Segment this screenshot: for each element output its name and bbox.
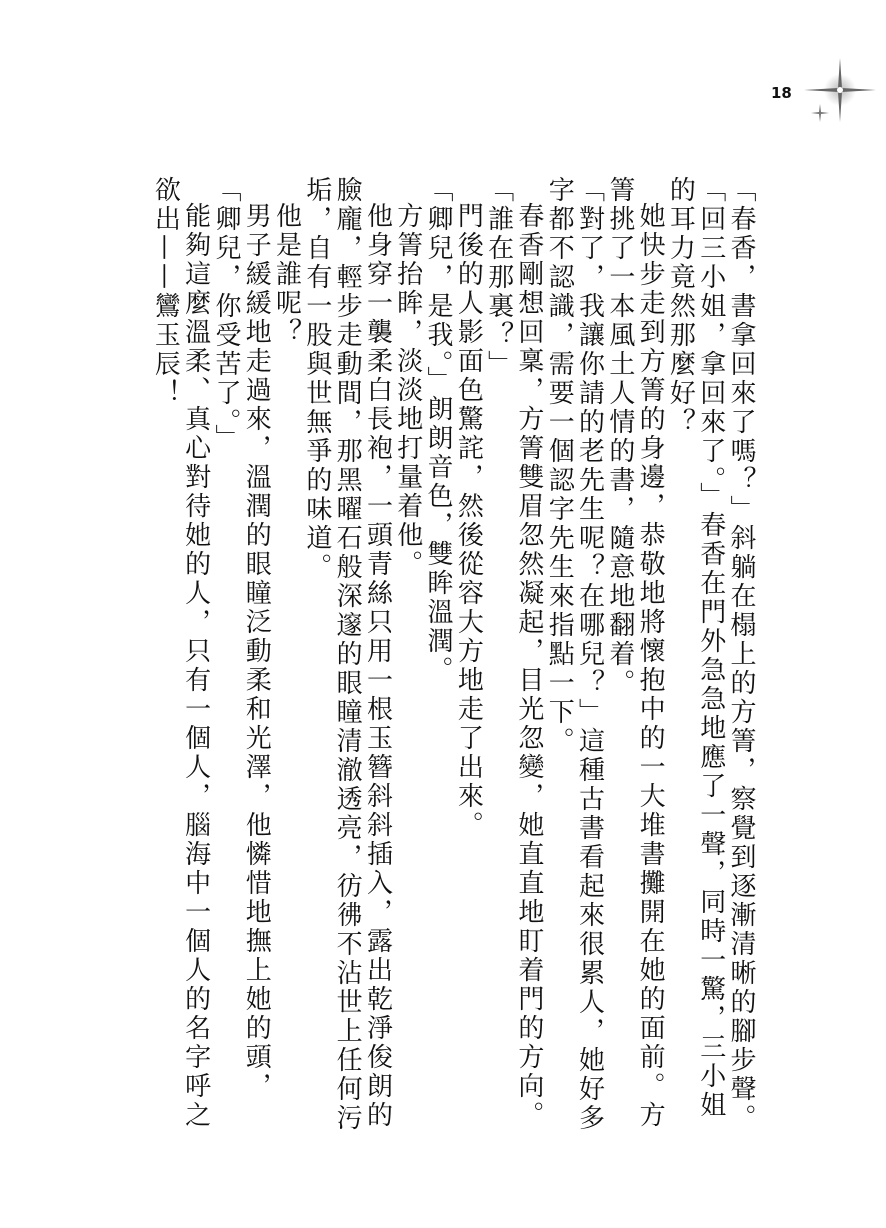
paragraph-2: 「回三小姐，拿回來了。」春香在門外急急地應了一聲，同時一驚，三小姐的耳力竟然那麼好？ <box>665 176 726 1120</box>
paragraph-10: 他身穿一襲柔白長袍，一頭青絲只用一根玉簪斜斜插入，露出乾淨俊朗的臉龐，輕步走動間，那黑曜石般深邃的眼瞳清澈透亮，彷彿不沾世上任何污垢，自有一股與世無爭的味道。 <box>301 176 393 1133</box>
paragraph-6: 「誰在那裏？」 <box>483 176 514 379</box>
paragraph-12: 男子緩緩地走過來，溫潤的眼瞳泛動柔和光澤，他憐惜地撫上她的頭，「卿兒，你受苦了。」 <box>210 176 272 1101</box>
page-number: 18 <box>771 84 792 102</box>
sparkle-decoration-icon <box>796 52 886 132</box>
paragraph-5: 春香剛想回稟，方箐雙眉忽然凝起，目光忽變，她直直地盯着門的方向。 <box>513 202 544 1130</box>
paragraph-1: 「春香，書拿回來了嗎？」斜躺在榻上的方箐，察覺到逐漸清晰的腳步聲。 <box>726 176 756 1133</box>
paragraph-4: 「對了，我讓你請的老先生呢？在哪兒？」這種古書看起來很累人，她好多字都不認識，需要一個認字先生來指點一下。 <box>544 176 605 1133</box>
paragraph-9: 方箐抬眸，淡淡地打量着他。 <box>392 202 423 579</box>
vertical-text-body <box>150 176 756 1136</box>
paragraph-3: 她快步走到方箐的身邊，恭敬地將懷抱中的一大堆書攤開在她的面前。方箐挑了一本風土人情的書，隨意地翻着。 <box>604 176 666 1130</box>
paragraph-13: 能夠這麼溫柔、真心對待她的人，只有一個人，腦海中一個人的名字呼之欲出——鸞玉辰！ <box>150 176 211 1130</box>
paragraph-8: 「卿兒，是我。」朗朗音色，雙眸溫潤。 <box>423 176 454 685</box>
paragraph-11: 他是誰呢？ <box>271 202 302 347</box>
paragraph-7: 門後的人影面色驚詫，然後從容大方地走了出來。 <box>453 202 484 840</box>
